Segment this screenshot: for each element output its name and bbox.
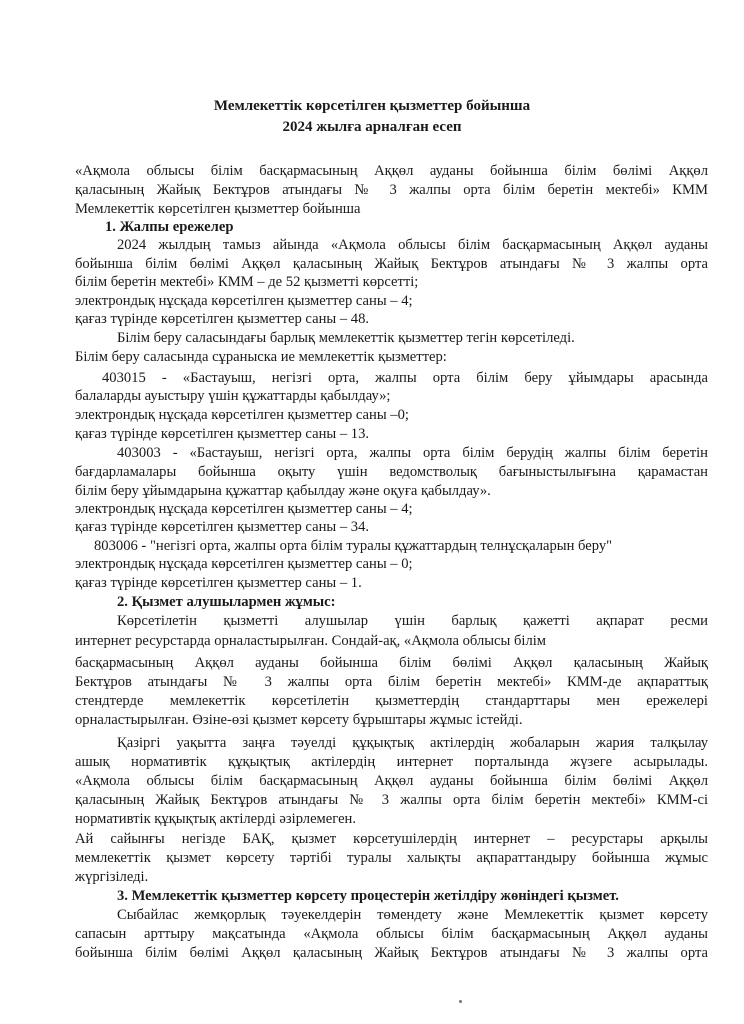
document-title-line-2: 2024 жылға арналған есеп [282, 119, 462, 135]
text-line: нормативтік құқықтық актілерді әзірлемеген. [75, 811, 357, 827]
document-title-line-1: Мемлекеттік көрсетілген қызметтер бойынша [213, 98, 531, 114]
text-line: Бектұров атындағы № 3 жалпы орта білім беретін мектебі» КММ-де ақпараттық [75, 674, 708, 690]
scan-speck [459, 1000, 462, 1003]
text-line: қағаз түрінде көрсетілген қызметтер саны – 48. [75, 311, 370, 327]
text-line: Ай сайынғы негізде БАҚ, қызмет көрсетушілердің интернет – ресурстары арқылы [75, 831, 708, 847]
text-line: Көрсетілетін қызметті алушылар үшін барлық қажетті ақпарат ресми [117, 613, 708, 629]
text-line: мемлекеттік қызмет көрсету тәртібі туралы халықты ақпараттандыру бойынша жұмыс [75, 850, 708, 866]
text-line: ашық нормативтік құқықтық актілердің интернет порталында жүзеге асырылады. [75, 754, 708, 770]
text-line: «Ақмола облысы білім басқармасының Аққөл ауданы бойынша білім бөлімі Аққөл [75, 773, 708, 789]
text-line: электрондық нұсқада көрсетілген қызметтер саны – 4; [75, 501, 413, 517]
section-heading-2: 2. Қызмет алушылармен жұмыс: [117, 594, 336, 610]
text-line: «Ақмола облысы білім басқармасының Аққөл ауданы бойынша білім бөлімі Аққөл [75, 163, 708, 179]
text-line: бойынша білім бөлімі Аққөл қаласының Жайық Бектұров атындағы № 3 жалпы орта [75, 945, 708, 961]
text-line: жүргізіледі. [75, 869, 149, 885]
text-line: 803006 - "негізгі орта, жалпы орта білім туралы құжаттардың телнұсқаларын беру" [94, 538, 613, 554]
text-line: сапасын арттыру мақсатында «Ақмола облысы білім басқармасының Аққөл ауданы [75, 926, 708, 942]
text-line: стендтерде мемлекеттік көрсетілетін қызметтердің стандарттары мен ережелері [75, 693, 708, 709]
text-line: Сыбайлас жемқорлық тәуекелдерін төмендету және Мемлекеттік қызмет көрсету [117, 907, 708, 923]
text-line: орналастырылған. Өзіне-өзі қызмет көрсету бұрыштары жұмыс істейді. [75, 712, 523, 728]
text-line: 2024 жылдың тамыз айында «Ақмола облысы білім басқармасының Аққөл ауданы [117, 237, 708, 253]
text-line: 403003 - «Бастауыш, негізгі орта, жалпы орта білім берудің жалпы білім беретін [117, 445, 708, 461]
text-line: бойынша білім бөлімі Аққөл қаласының Жайық Бектұров атындағы № 3 жалпы орта [75, 256, 708, 272]
text-line: Мемлекеттік көрсетілген қызметтер бойынша [75, 201, 361, 217]
text-line: білім беретін мектебі» КММ – де 52 қызметті көрсетті; [75, 274, 419, 290]
text-line: Қазіргі уақытта заңға тәуелді құқықтық актілердің жобаларын жария талқылау [117, 735, 708, 751]
section-heading-3: 3. Мемлекеттік қызметтер көрсету процестерін жетілдіру жөніндегі қызмет. [117, 888, 619, 904]
text-line: қағаз түрінде көрсетілген қызметтер саны – 13. [75, 426, 370, 442]
text-line: басқармасының Аққөл ауданы бойынша білім бөлімі Аққөл қаласының Жайық [75, 655, 708, 671]
section-heading-1: 1. Жалпы ережелер [105, 219, 234, 235]
text-line: электрондық нұсқада көрсетілген қызметтер саны –0; [75, 407, 409, 423]
text-line: қаласының Жайық Бектұров атындағы № 3 жалпы орта білім беретін мектебі» КММ-сі [75, 792, 708, 808]
text-line: бағдарламалары бойынша оқыту үшін ведомстволық бағыныстылығына қарамастан [75, 464, 708, 480]
text-line: Білім беру саласындағы барлық мемлекеттік қызметтер тегін көрсетіледі. [117, 330, 575, 346]
text-line: интернет ресурстарда орналастырылған. Сондай-ақ, «Ақмола облысы білім [75, 633, 547, 649]
text-line: қағаз түрінде көрсетілген қызметтер саны – 34. [75, 519, 370, 535]
text-line: қаласының Жайық Бектұров атындағы № 3 жалпы орта білім беретін мектебі» КММ [75, 182, 708, 198]
text-line: Білім беру саласында сұраныска ие мемлекеттік қызметтер: [75, 349, 447, 365]
text-line: электрондық нұсқада көрсетілген қызметтер саны – 4; [75, 293, 413, 309]
text-line: балаларды ауыстыру үшін құжаттарды қабылдау»; [75, 388, 391, 404]
text-line: білім беру ұйымдарына құжаттар қабылдау және оқуға қабылдау». [75, 483, 491, 499]
text-line: 403015 - «Бастауыш, негізгі орта, жалпы орта білім беру ұйымдары арасында [102, 370, 708, 386]
text-line: қағаз түрінде көрсетілген қызметтер саны – 1. [75, 575, 362, 591]
text-line: электрондық нұсқада көрсетілген қызметтер саны – 0; [75, 556, 413, 572]
